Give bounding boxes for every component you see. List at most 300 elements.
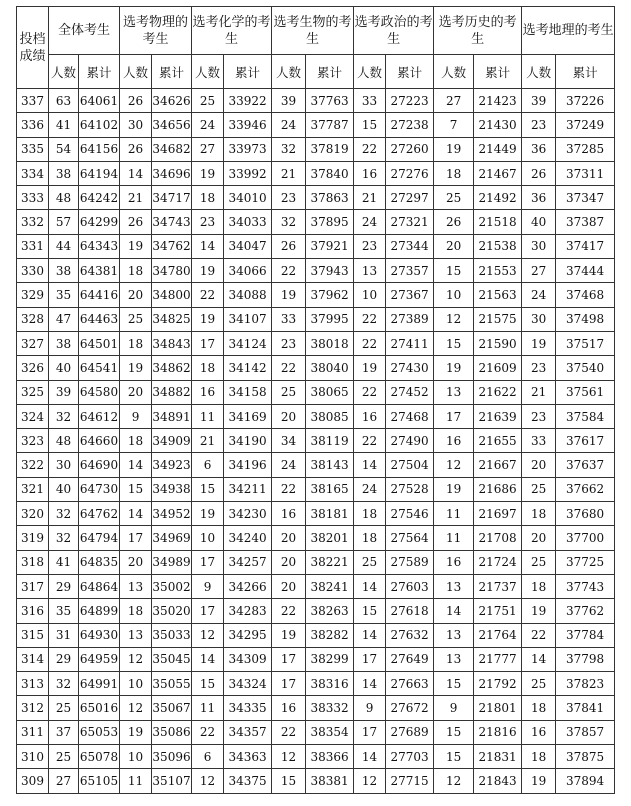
group-header-chemistry: 选考化学的考生	[192, 7, 272, 55]
score-cell: 311	[17, 720, 49, 744]
cumulative-cell: 35020	[152, 599, 192, 623]
cumulative-cell: 27297	[386, 186, 434, 210]
count-cell: 18	[522, 574, 556, 598]
count-cell: 14	[354, 623, 386, 647]
cumulative-cell: 27411	[386, 331, 434, 355]
cumulative-cell: 64612	[79, 404, 120, 428]
cumulative-cell: 21609	[474, 356, 522, 380]
cumulative-cell: 64416	[79, 283, 120, 307]
count-cell: 19	[120, 720, 152, 744]
score-cell: 312	[17, 696, 49, 720]
cumulative-cell: 27223	[386, 89, 434, 113]
table-row	[17, 769, 615, 793]
count-cell: 15	[434, 720, 474, 744]
count-cell: 35	[49, 599, 79, 623]
cumulative-header: 累计	[474, 55, 522, 89]
cumulative-cell: 64156	[79, 137, 120, 161]
cumulative-cell: 37894	[556, 769, 615, 793]
cumulative-cell: 34843	[152, 331, 192, 355]
cumulative-cell: 21622	[474, 380, 522, 404]
count-cell: 19	[192, 161, 224, 185]
count-cell: 18	[192, 186, 224, 210]
cumulative-cell: 27689	[386, 720, 434, 744]
count-cell: 14	[192, 234, 224, 258]
score-column-header: 投档成绩	[17, 7, 49, 89]
cumulative-cell: 38299	[306, 647, 354, 671]
cumulative-cell: 34938	[152, 477, 192, 501]
cumulative-cell: 34107	[224, 307, 272, 331]
count-cell: 15	[434, 745, 474, 769]
cumulative-cell: 64194	[79, 161, 120, 185]
score-cell: 310	[17, 745, 49, 769]
cumulative-cell: 38119	[306, 429, 354, 453]
cumulative-cell: 38316	[306, 672, 354, 696]
count-cell: 11	[434, 526, 474, 550]
cumulative-cell: 37662	[556, 477, 615, 501]
count-cell: 13	[434, 574, 474, 598]
count-cell: 16	[272, 502, 306, 526]
cumulative-cell: 64242	[79, 186, 120, 210]
count-cell: 54	[49, 137, 79, 161]
count-cell: 25	[272, 380, 306, 404]
cumulative-cell: 21518	[474, 210, 522, 234]
cumulative-cell: 37584	[556, 404, 615, 428]
group-header-biology: 选考生物的考生	[272, 7, 354, 55]
table-row	[17, 356, 615, 380]
count-cell: 21	[522, 380, 556, 404]
cumulative-cell: 21467	[474, 161, 522, 185]
cumulative-cell: 37680	[556, 502, 615, 526]
cumulative-header: 累计	[152, 55, 192, 89]
cumulative-cell: 37417	[556, 234, 615, 258]
cumulative-cell: 37895	[306, 210, 354, 234]
score-table-container	[16, 6, 614, 794]
table-row	[17, 745, 615, 769]
cumulative-cell: 37561	[556, 380, 615, 404]
cumulative-cell: 21639	[474, 404, 522, 428]
count-cell: 24	[522, 283, 556, 307]
table-row	[17, 380, 615, 404]
group-header-all: 全体考生	[49, 7, 120, 55]
count-cell: 12	[120, 696, 152, 720]
cumulative-cell: 21538	[474, 234, 522, 258]
count-cell: 19	[522, 331, 556, 355]
count-cell: 33	[522, 429, 556, 453]
cumulative-header: 累计	[224, 55, 272, 89]
cumulative-cell: 21843	[474, 769, 522, 793]
cumulative-cell: 34717	[152, 186, 192, 210]
cumulative-cell: 34230	[224, 502, 272, 526]
count-cell: 14	[192, 647, 224, 671]
count-cell: 22	[272, 356, 306, 380]
cumulative-cell: 37787	[306, 113, 354, 137]
cumulative-cell: 21423	[474, 89, 522, 113]
cumulative-cell: 64762	[79, 502, 120, 526]
count-cell: 15	[434, 672, 474, 696]
cumulative-cell: 37840	[306, 161, 354, 185]
count-cell: 12	[354, 769, 386, 793]
cumulative-cell: 34211	[224, 477, 272, 501]
count-cell: 19	[272, 283, 306, 307]
count-cell: 10	[120, 672, 152, 696]
score-distribution-table	[16, 6, 615, 794]
table-row	[17, 720, 615, 744]
cumulative-cell: 35055	[152, 672, 192, 696]
cumulative-cell: 27367	[386, 283, 434, 307]
count-cell: 14	[434, 599, 474, 623]
cumulative-cell: 34862	[152, 356, 192, 380]
count-cell: 22	[354, 331, 386, 355]
count-cell: 22	[272, 599, 306, 623]
count-cell: 38	[49, 259, 79, 283]
count-cell: 15	[272, 769, 306, 793]
score-cell: 336	[17, 113, 49, 137]
cumulative-cell: 34158	[224, 380, 272, 404]
cumulative-header: 累计	[79, 55, 120, 89]
cumulative-cell: 27618	[386, 599, 434, 623]
count-cell: 33	[354, 89, 386, 113]
count-cell: 20	[522, 526, 556, 550]
cumulative-cell: 21737	[474, 574, 522, 598]
cumulative-cell: 27504	[386, 453, 434, 477]
cumulative-cell: 34682	[152, 137, 192, 161]
count-cell: 30	[120, 113, 152, 137]
count-cell: 16	[354, 161, 386, 185]
cumulative-cell: 27632	[386, 623, 434, 647]
count-cell: 40	[522, 210, 556, 234]
count-cell: 16	[354, 404, 386, 428]
count-cell: 16	[434, 550, 474, 574]
cumulative-cell: 35045	[152, 647, 192, 671]
cumulative-cell: 65016	[79, 696, 120, 720]
cumulative-cell: 34780	[152, 259, 192, 283]
count-cell: 24	[272, 453, 306, 477]
count-cell: 12	[120, 647, 152, 671]
count-cell: 13	[434, 623, 474, 647]
score-cell: 337	[17, 89, 49, 113]
cumulative-cell: 21801	[474, 696, 522, 720]
cumulative-cell: 34033	[224, 210, 272, 234]
count-cell: 22	[522, 623, 556, 647]
cumulative-cell: 21697	[474, 502, 522, 526]
cumulative-cell: 21708	[474, 526, 522, 550]
count-cell: 17	[272, 647, 306, 671]
count-cell: 27	[522, 259, 556, 283]
cumulative-cell: 34825	[152, 307, 192, 331]
count-cell: 13	[354, 259, 386, 283]
cumulative-cell: 37498	[556, 307, 615, 331]
count-cell: 26	[522, 161, 556, 185]
score-cell: 313	[17, 672, 49, 696]
count-cell: 24	[354, 210, 386, 234]
count-cell: 17	[120, 526, 152, 550]
cumulative-cell: 34626	[152, 89, 192, 113]
cumulative-cell: 21816	[474, 720, 522, 744]
count-cell: 47	[49, 307, 79, 331]
cumulative-cell: 27715	[386, 769, 434, 793]
count-cell: 29	[49, 574, 79, 598]
count-cell: 14	[354, 745, 386, 769]
count-cell: 23	[272, 186, 306, 210]
count-cell: 20	[272, 550, 306, 574]
count-cell: 19	[272, 623, 306, 647]
cumulative-cell: 34142	[224, 356, 272, 380]
count-cell: 30	[522, 307, 556, 331]
cumulative-cell: 37798	[556, 647, 615, 671]
count-cell: 22	[192, 283, 224, 307]
cumulative-cell: 38143	[306, 453, 354, 477]
cumulative-cell: 34088	[224, 283, 272, 307]
cumulative-cell: 27703	[386, 745, 434, 769]
cumulative-cell: 21590	[474, 331, 522, 355]
cumulative-cell: 34743	[152, 210, 192, 234]
count-cell: 14	[120, 453, 152, 477]
cumulative-cell: 38085	[306, 404, 354, 428]
cumulative-cell: 21553	[474, 259, 522, 283]
cumulative-cell: 27603	[386, 574, 434, 598]
count-cell: 15	[354, 599, 386, 623]
cumulative-cell: 64541	[79, 356, 120, 380]
count-cell: 19	[354, 356, 386, 380]
count-cell: 17	[192, 599, 224, 623]
cumulative-cell: 37387	[556, 210, 615, 234]
count-cell: 9	[192, 574, 224, 598]
cumulative-cell: 27389	[386, 307, 434, 331]
cumulative-cell: 64343	[79, 234, 120, 258]
score-cell: 326	[17, 356, 49, 380]
cumulative-cell: 37819	[306, 137, 354, 161]
cumulative-cell: 37540	[556, 356, 615, 380]
count-header: 人数	[354, 55, 386, 89]
score-cell: 334	[17, 161, 49, 185]
count-header: 人数	[522, 55, 556, 89]
count-cell: 27	[192, 137, 224, 161]
cumulative-cell: 38366	[306, 745, 354, 769]
count-cell: 20	[272, 526, 306, 550]
cumulative-cell: 37468	[556, 283, 615, 307]
count-cell: 17	[354, 647, 386, 671]
score-cell: 309	[17, 769, 49, 793]
count-cell: 17	[192, 331, 224, 355]
count-cell: 12	[192, 623, 224, 647]
cumulative-cell: 64061	[79, 89, 120, 113]
count-cell: 25	[522, 477, 556, 501]
count-cell: 12	[272, 745, 306, 769]
count-cell: 19	[192, 307, 224, 331]
cumulative-cell: 64381	[79, 259, 120, 283]
count-cell: 10	[120, 745, 152, 769]
cumulative-cell: 37743	[556, 574, 615, 598]
table-row	[17, 429, 615, 453]
cumulative-cell: 27663	[386, 672, 434, 696]
count-cell: 23	[272, 331, 306, 355]
count-cell: 13	[434, 380, 474, 404]
group-header-geography: 选考地理的考生	[522, 7, 615, 55]
cumulative-cell: 35067	[152, 696, 192, 720]
table-body	[17, 89, 615, 794]
cumulative-cell: 21686	[474, 477, 522, 501]
count-cell: 41	[49, 550, 79, 574]
count-header: 人数	[49, 55, 79, 89]
count-cell: 32	[49, 502, 79, 526]
cumulative-cell: 21563	[474, 283, 522, 307]
count-cell: 39	[49, 380, 79, 404]
count-cell: 40	[49, 356, 79, 380]
cumulative-cell: 34196	[224, 453, 272, 477]
count-cell: 22	[192, 720, 224, 744]
cumulative-cell: 21764	[474, 623, 522, 647]
count-cell: 18	[522, 745, 556, 769]
count-cell: 37	[49, 720, 79, 744]
cumulative-cell: 27238	[386, 113, 434, 137]
count-cell: 12	[192, 769, 224, 793]
count-cell: 14	[354, 574, 386, 598]
count-cell: 63	[49, 89, 79, 113]
cumulative-cell: 37311	[556, 161, 615, 185]
table-row	[17, 89, 615, 113]
count-cell: 19	[434, 137, 474, 161]
score-cell: 317	[17, 574, 49, 598]
count-cell: 19	[120, 356, 152, 380]
cumulative-cell: 37943	[306, 259, 354, 283]
score-cell: 332	[17, 210, 49, 234]
count-cell: 25	[354, 550, 386, 574]
cumulative-cell: 34989	[152, 550, 192, 574]
cumulative-cell: 64102	[79, 113, 120, 137]
count-cell: 6	[192, 453, 224, 477]
cumulative-cell: 64580	[79, 380, 120, 404]
count-cell: 18	[522, 502, 556, 526]
count-cell: 15	[434, 331, 474, 355]
count-cell: 9	[120, 404, 152, 428]
count-cell: 15	[354, 113, 386, 137]
cumulative-cell: 33946	[224, 113, 272, 137]
count-cell: 22	[354, 137, 386, 161]
score-cell: 324	[17, 404, 49, 428]
cumulative-cell: 21492	[474, 186, 522, 210]
count-cell: 26	[434, 210, 474, 234]
cumulative-cell: 34190	[224, 429, 272, 453]
count-cell: 22	[272, 720, 306, 744]
table-row	[17, 623, 615, 647]
count-cell: 16	[434, 429, 474, 453]
count-cell: 22	[272, 259, 306, 283]
group-header-physics: 选考物理的考生	[120, 7, 192, 55]
cumulative-cell: 34309	[224, 647, 272, 671]
count-cell: 25	[120, 307, 152, 331]
cumulative-cell: 34169	[224, 404, 272, 428]
count-cell: 11	[192, 696, 224, 720]
score-cell: 333	[17, 186, 49, 210]
count-cell: 18	[120, 331, 152, 355]
count-cell: 32	[49, 526, 79, 550]
cumulative-cell: 27357	[386, 259, 434, 283]
count-cell: 18	[522, 696, 556, 720]
cumulative-cell: 27468	[386, 404, 434, 428]
count-cell: 9	[434, 696, 474, 720]
count-cell: 18	[120, 429, 152, 453]
score-cell: 329	[17, 283, 49, 307]
cumulative-cell: 64299	[79, 210, 120, 234]
count-cell: 23	[354, 234, 386, 258]
count-cell: 26	[120, 89, 152, 113]
count-cell: 33	[272, 307, 306, 331]
count-cell: 39	[272, 89, 306, 113]
cumulative-cell: 64959	[79, 647, 120, 671]
cumulative-cell: 34375	[224, 769, 272, 793]
cumulative-cell: 37875	[556, 745, 615, 769]
count-cell: 10	[434, 283, 474, 307]
count-cell: 13	[120, 574, 152, 598]
cumulative-cell: 34257	[224, 550, 272, 574]
count-cell: 26	[120, 137, 152, 161]
cumulative-cell: 64463	[79, 307, 120, 331]
count-cell: 17	[434, 404, 474, 428]
cumulative-cell: 33922	[224, 89, 272, 113]
cumulative-cell: 34295	[224, 623, 272, 647]
count-cell: 22	[354, 380, 386, 404]
group-header-history: 选考历史的考生	[434, 7, 522, 55]
cumulative-cell: 38381	[306, 769, 354, 793]
count-cell: 23	[522, 404, 556, 428]
cumulative-cell: 37784	[556, 623, 615, 647]
count-cell: 31	[49, 623, 79, 647]
cumulative-cell: 34923	[152, 453, 192, 477]
count-cell: 13	[120, 623, 152, 647]
cumulative-cell: 27564	[386, 526, 434, 550]
count-cell: 38	[49, 331, 79, 355]
cumulative-cell: 64899	[79, 599, 120, 623]
table-row	[17, 696, 615, 720]
table-row	[17, 161, 615, 185]
cumulative-cell: 34335	[224, 696, 272, 720]
count-cell: 32	[49, 672, 79, 696]
count-cell: 16	[192, 380, 224, 404]
count-cell: 19	[522, 599, 556, 623]
score-cell: 314	[17, 647, 49, 671]
cumulative-cell: 33973	[224, 137, 272, 161]
cumulative-cell: 37617	[556, 429, 615, 453]
table-row	[17, 404, 615, 428]
cumulative-cell: 37517	[556, 331, 615, 355]
score-cell: 322	[17, 453, 49, 477]
cumulative-cell: 34066	[224, 259, 272, 283]
cumulative-cell: 21655	[474, 429, 522, 453]
cumulative-cell: 34909	[152, 429, 192, 453]
cumulative-cell: 34762	[152, 234, 192, 258]
cumulative-cell: 38221	[306, 550, 354, 574]
count-cell: 30	[522, 234, 556, 258]
cumulative-cell: 27430	[386, 356, 434, 380]
cumulative-cell: 34882	[152, 380, 192, 404]
count-cell: 25	[49, 696, 79, 720]
count-cell: 15	[192, 672, 224, 696]
count-cell: 15	[120, 477, 152, 501]
cumulative-cell: 38332	[306, 696, 354, 720]
table-row	[17, 210, 615, 234]
score-cell: 327	[17, 331, 49, 355]
cumulative-cell: 37823	[556, 672, 615, 696]
count-cell: 14	[522, 647, 556, 671]
cumulative-cell: 37857	[556, 720, 615, 744]
cumulative-cell: 21777	[474, 647, 522, 671]
count-cell: 19	[434, 356, 474, 380]
count-cell: 20	[272, 404, 306, 428]
score-cell: 323	[17, 429, 49, 453]
table-row	[17, 234, 615, 258]
cumulative-cell: 37226	[556, 89, 615, 113]
cumulative-cell: 64501	[79, 331, 120, 355]
